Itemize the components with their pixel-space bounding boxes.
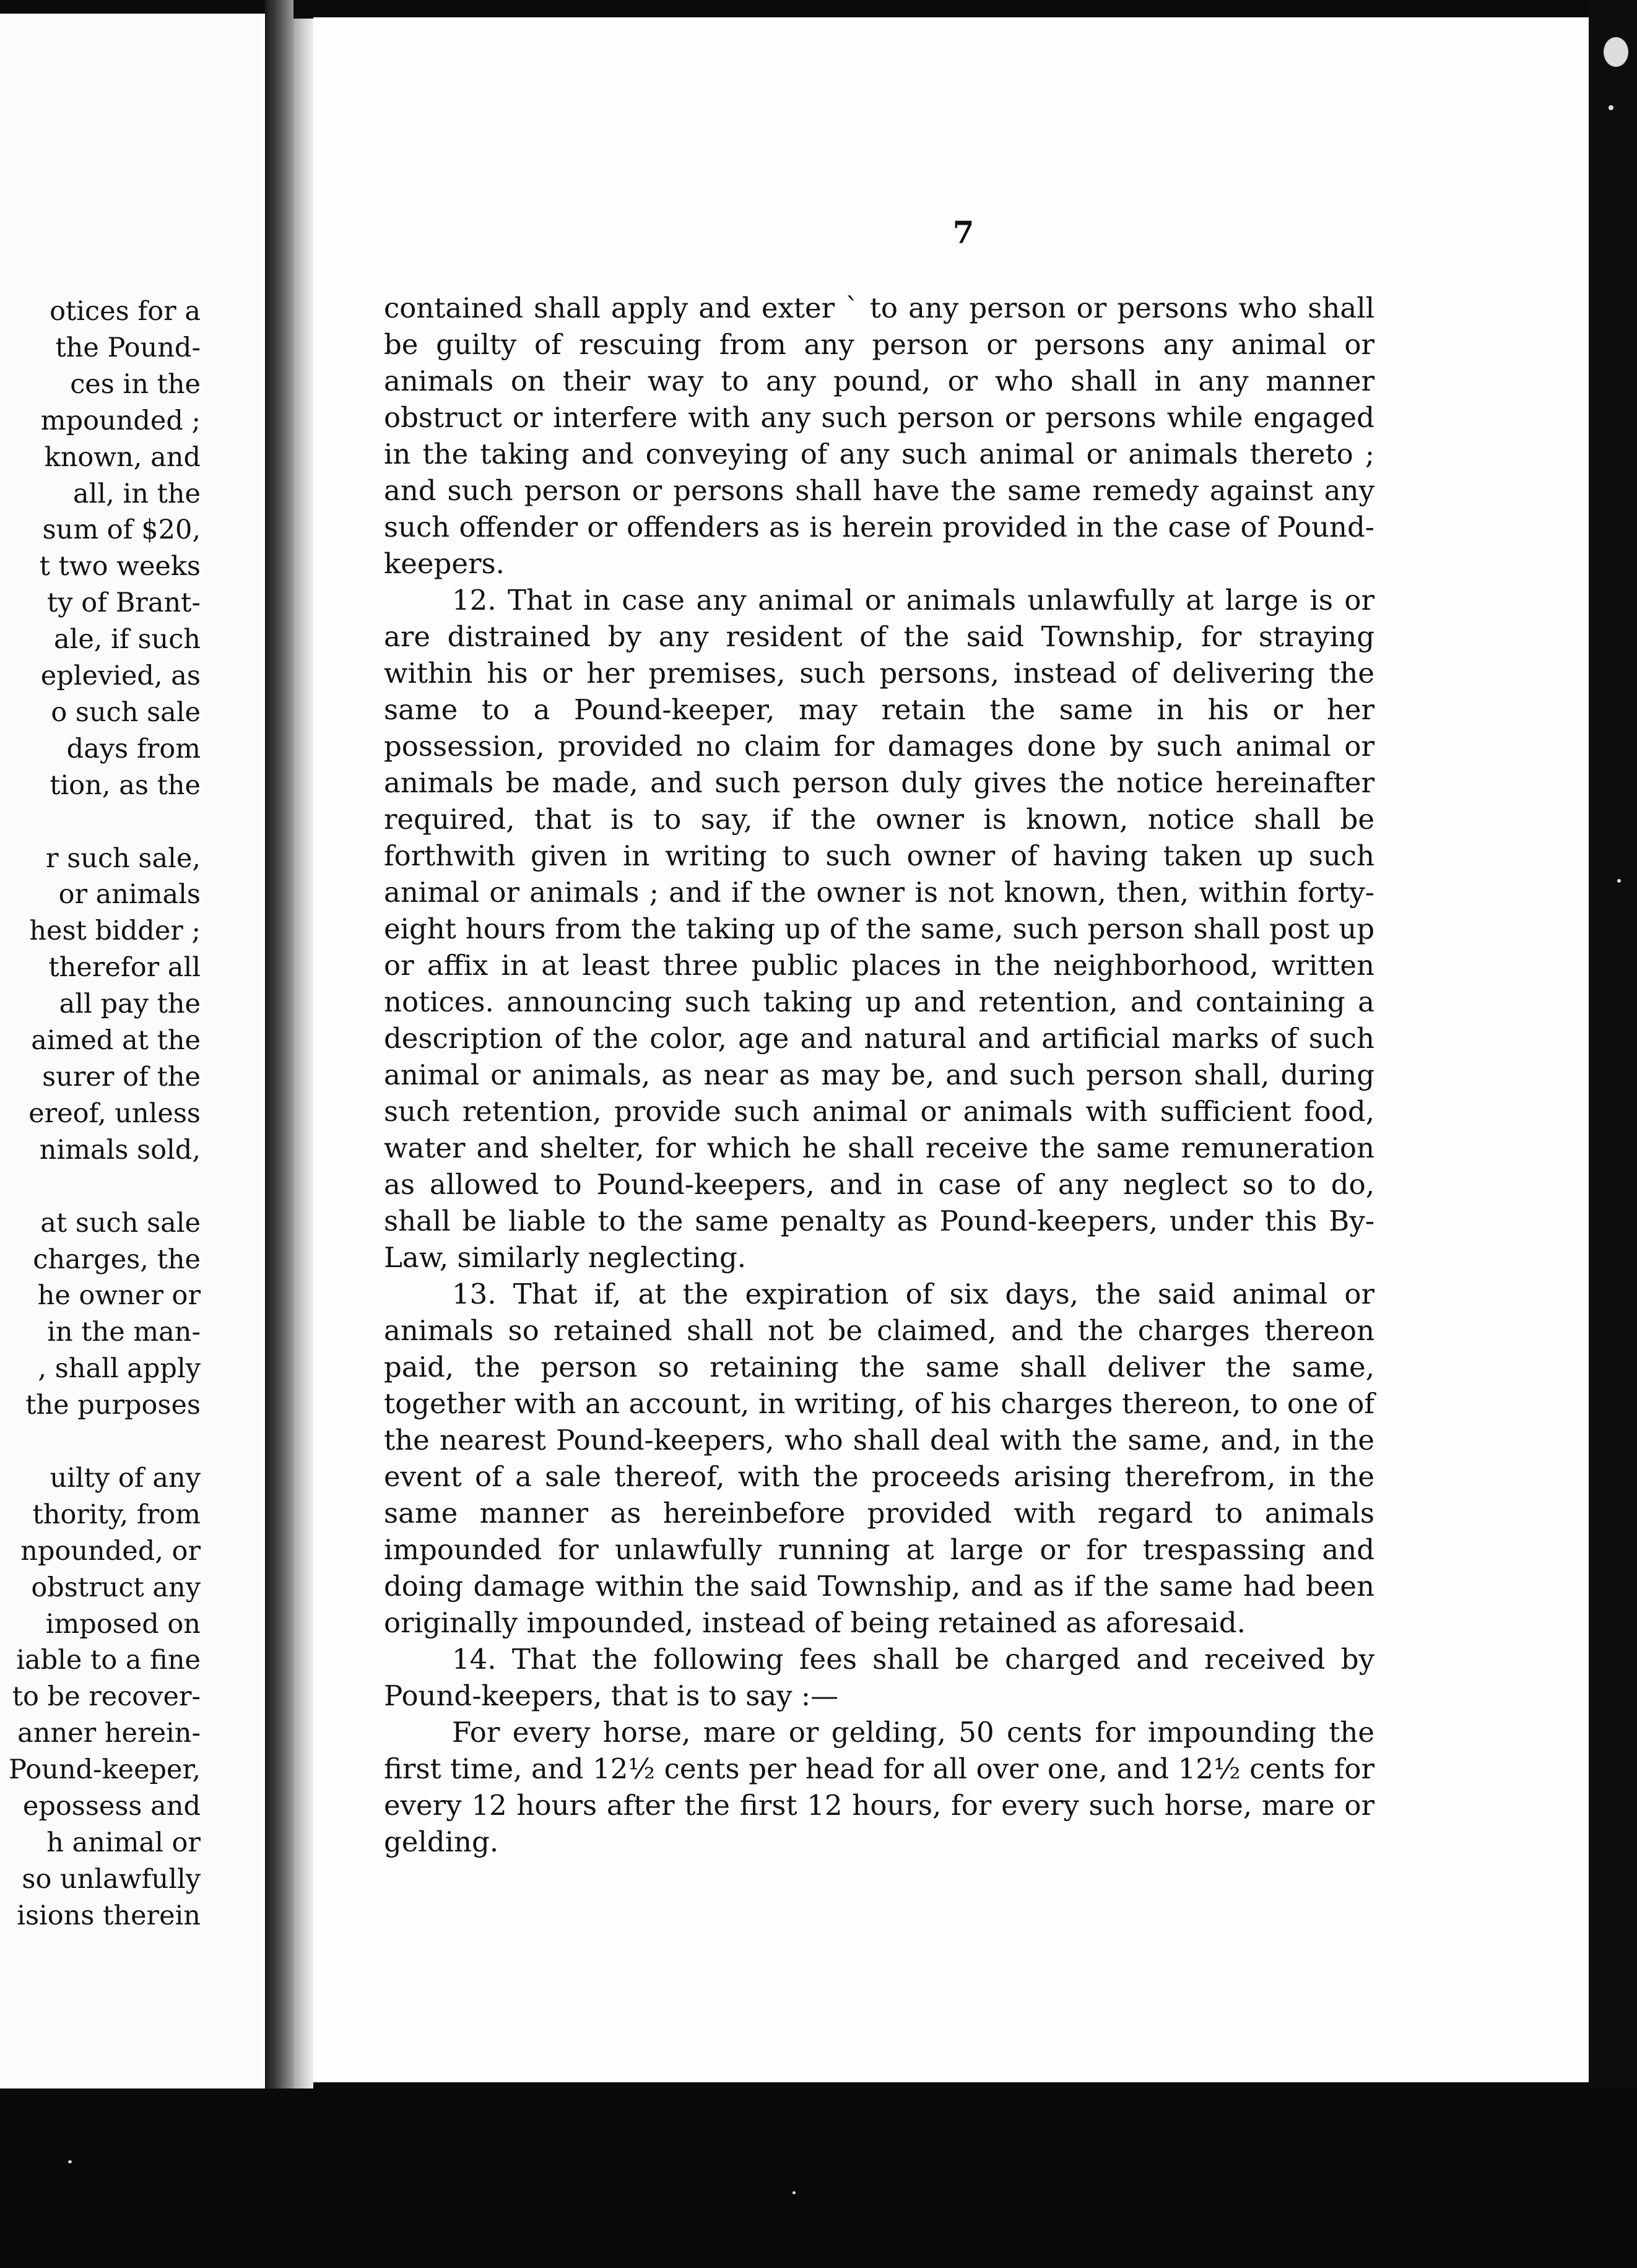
previous-page-gap <box>0 1424 201 1460</box>
scanner-border-bottom <box>0 2088 1637 2268</box>
previous-page-gap <box>0 1169 201 1205</box>
previous-page-line: ale, if such <box>53 624 201 656</box>
previous-page-line: epossess and <box>22 1791 201 1822</box>
page-body <box>384 290 1374 1860</box>
previous-page-line: ereof, unless <box>28 1097 201 1129</box>
previous-page-line: otices for a <box>50 296 201 327</box>
previous-page-line: anner herein- <box>17 1718 201 1749</box>
scanner-border-right <box>1589 0 1637 2268</box>
previous-page-line: he owner or <box>37 1280 201 1312</box>
paragraph-section-14: 14. That the following fees shall be charged and received by Pound-keepers, that is to say :— <box>384 1643 1374 1712</box>
page-number: 7 <box>952 214 975 251</box>
previous-page-line: thority, from <box>32 1499 201 1530</box>
previous-page-line: in the man- <box>47 1317 201 1348</box>
previous-page-line: o such sale <box>51 696 201 728</box>
scan-speck <box>1604 37 1628 67</box>
previous-page-line: all pay the <box>59 989 201 1020</box>
previous-page-line: h animal or <box>46 1827 201 1859</box>
previous-page-line: npounded, or <box>20 1535 201 1567</box>
previous-page-line: at such sale <box>40 1207 201 1239</box>
scan-speck <box>1609 105 1613 110</box>
previous-page-line: r such sale, <box>45 842 201 874</box>
previous-page-line: nimals sold, <box>39 1134 201 1166</box>
previous-page-gap <box>0 804 201 841</box>
previous-page-line: Pound-keeper, <box>9 1754 201 1786</box>
scan-speck <box>1617 879 1621 883</box>
scan-speck <box>68 2160 72 2163</box>
previous-page-line: so unlawfully <box>22 1863 201 1895</box>
previous-page-line: sum of $20, <box>42 514 201 546</box>
scan-speck <box>792 2191 796 2194</box>
previous-page-line: the purposes <box>25 1390 201 1421</box>
paragraph-section-13: 13. That if, at the expiration of six days, the said animal or animals so retained shall not be claimed, and the charges thereon paid, the person so retaining the same shall deliver the same, together with an account, in writing, of his charges thereon, to one of the nearest Pound-keepers, who shall deal with the same, and, in the event of a sale thereof, with the proceeds arising therefrom, in the same manner as hereinbefore provided with regard to animals impounded for unlawfully running at large or for trespassing and doing damage within the said Township, and as if the same had been originally impounded, instead of being retained as aforesaid. <box>384 1278 1374 1639</box>
previous-page-line: ty of Brant- <box>46 587 201 619</box>
previous-page-line: the Pound- <box>55 332 201 363</box>
current-page <box>313 17 1589 2082</box>
previous-page-line: tion, as the <box>50 769 201 801</box>
previous-page-line: , shall apply <box>38 1353 201 1385</box>
previous-page-line: t two weeks <box>39 551 201 582</box>
previous-page-line: eplevied, as <box>40 660 201 692</box>
previous-page-line: isions therein <box>17 1900 201 1931</box>
previous-page-fragment <box>0 14 265 2088</box>
previous-page-line: therefor all <box>48 952 201 984</box>
previous-page-line: mpounded ; <box>40 405 201 436</box>
previous-page-line: uilty of any <box>50 1462 201 1494</box>
previous-page-line: hest bidder ; <box>29 915 201 947</box>
previous-page-line: to be recover- <box>12 1681 201 1713</box>
previous-page-line: charges, the <box>33 1244 201 1275</box>
paragraph-horse-fees: For every horse, mare or gelding, 50 cents for impounding the first time, and 12½ cents per head for all over one, and 12½ cents for every 12 hours after the first 12 hours, for every such horse, mare or gelding. <box>384 1716 1374 1858</box>
previous-page-line: aimed at the <box>31 1025 201 1057</box>
previous-page-text <box>0 293 201 1934</box>
paragraph-section-12: 12. That in case any animal or animals unlawfully at large is or are distrained by any resident of the said Township, for straying within his or her premises, such persons, instead of delivering the same to a Pound-keeper, may retain the same in his or her possession, provided no claim for damages done by such animal or animals be made, and such person duly gives the notice hereinafter required, that is to say, if the owner is known, notice shall be forthwith given in writing to such owner of having taken up such animal or animals ; and if the owner is not known, then, within forty-eight hours from the taking up of the same, such person shall post up or affix in at least three public places in the neighborhood, written notices. announcing such taking up and retention, and containing a description of the color, age and natural and artificial marks of such animal or animals, as near as may be, and such person shall, during such retention, provide such animal or animals with sufficient food, water and shelter, for which he shall receive the same remuneration as allowed to Pound-keepers, and in case of any neglect so to do, shall be liable to the same penalty as Pound-keepers, under this By-Law, similarly neglecting. <box>384 584 1374 1274</box>
previous-page-line: surer of the <box>42 1062 201 1093</box>
previous-page-line: ces in the <box>70 368 201 400</box>
page-fold-edge <box>293 19 313 2123</box>
previous-page-line: days from <box>66 733 201 764</box>
previous-page-line: obstruct any <box>31 1572 201 1603</box>
paragraph-continuation: contained shall apply and exter ` to any person or persons who shall be guilty of rescuing from any person or persons any animal or animals on their way to any pound, or who shall in any manner obstruct or interfere with any such person or persons while engaged in the taking and conveying of any such animal or animals thereto ; and such person or persons shall have the same remedy against any such offender or offenders as is herein provided in the case of Pound-keepers. <box>384 292 1374 580</box>
previous-page-line: all, in the <box>72 478 201 509</box>
previous-page-line: or animals <box>58 879 201 911</box>
previous-page-line: imposed on <box>45 1608 201 1640</box>
page-gutter <box>265 0 293 2268</box>
previous-page-line: known, and <box>44 441 201 473</box>
previous-page-line: iable to a fine <box>16 1645 201 1676</box>
